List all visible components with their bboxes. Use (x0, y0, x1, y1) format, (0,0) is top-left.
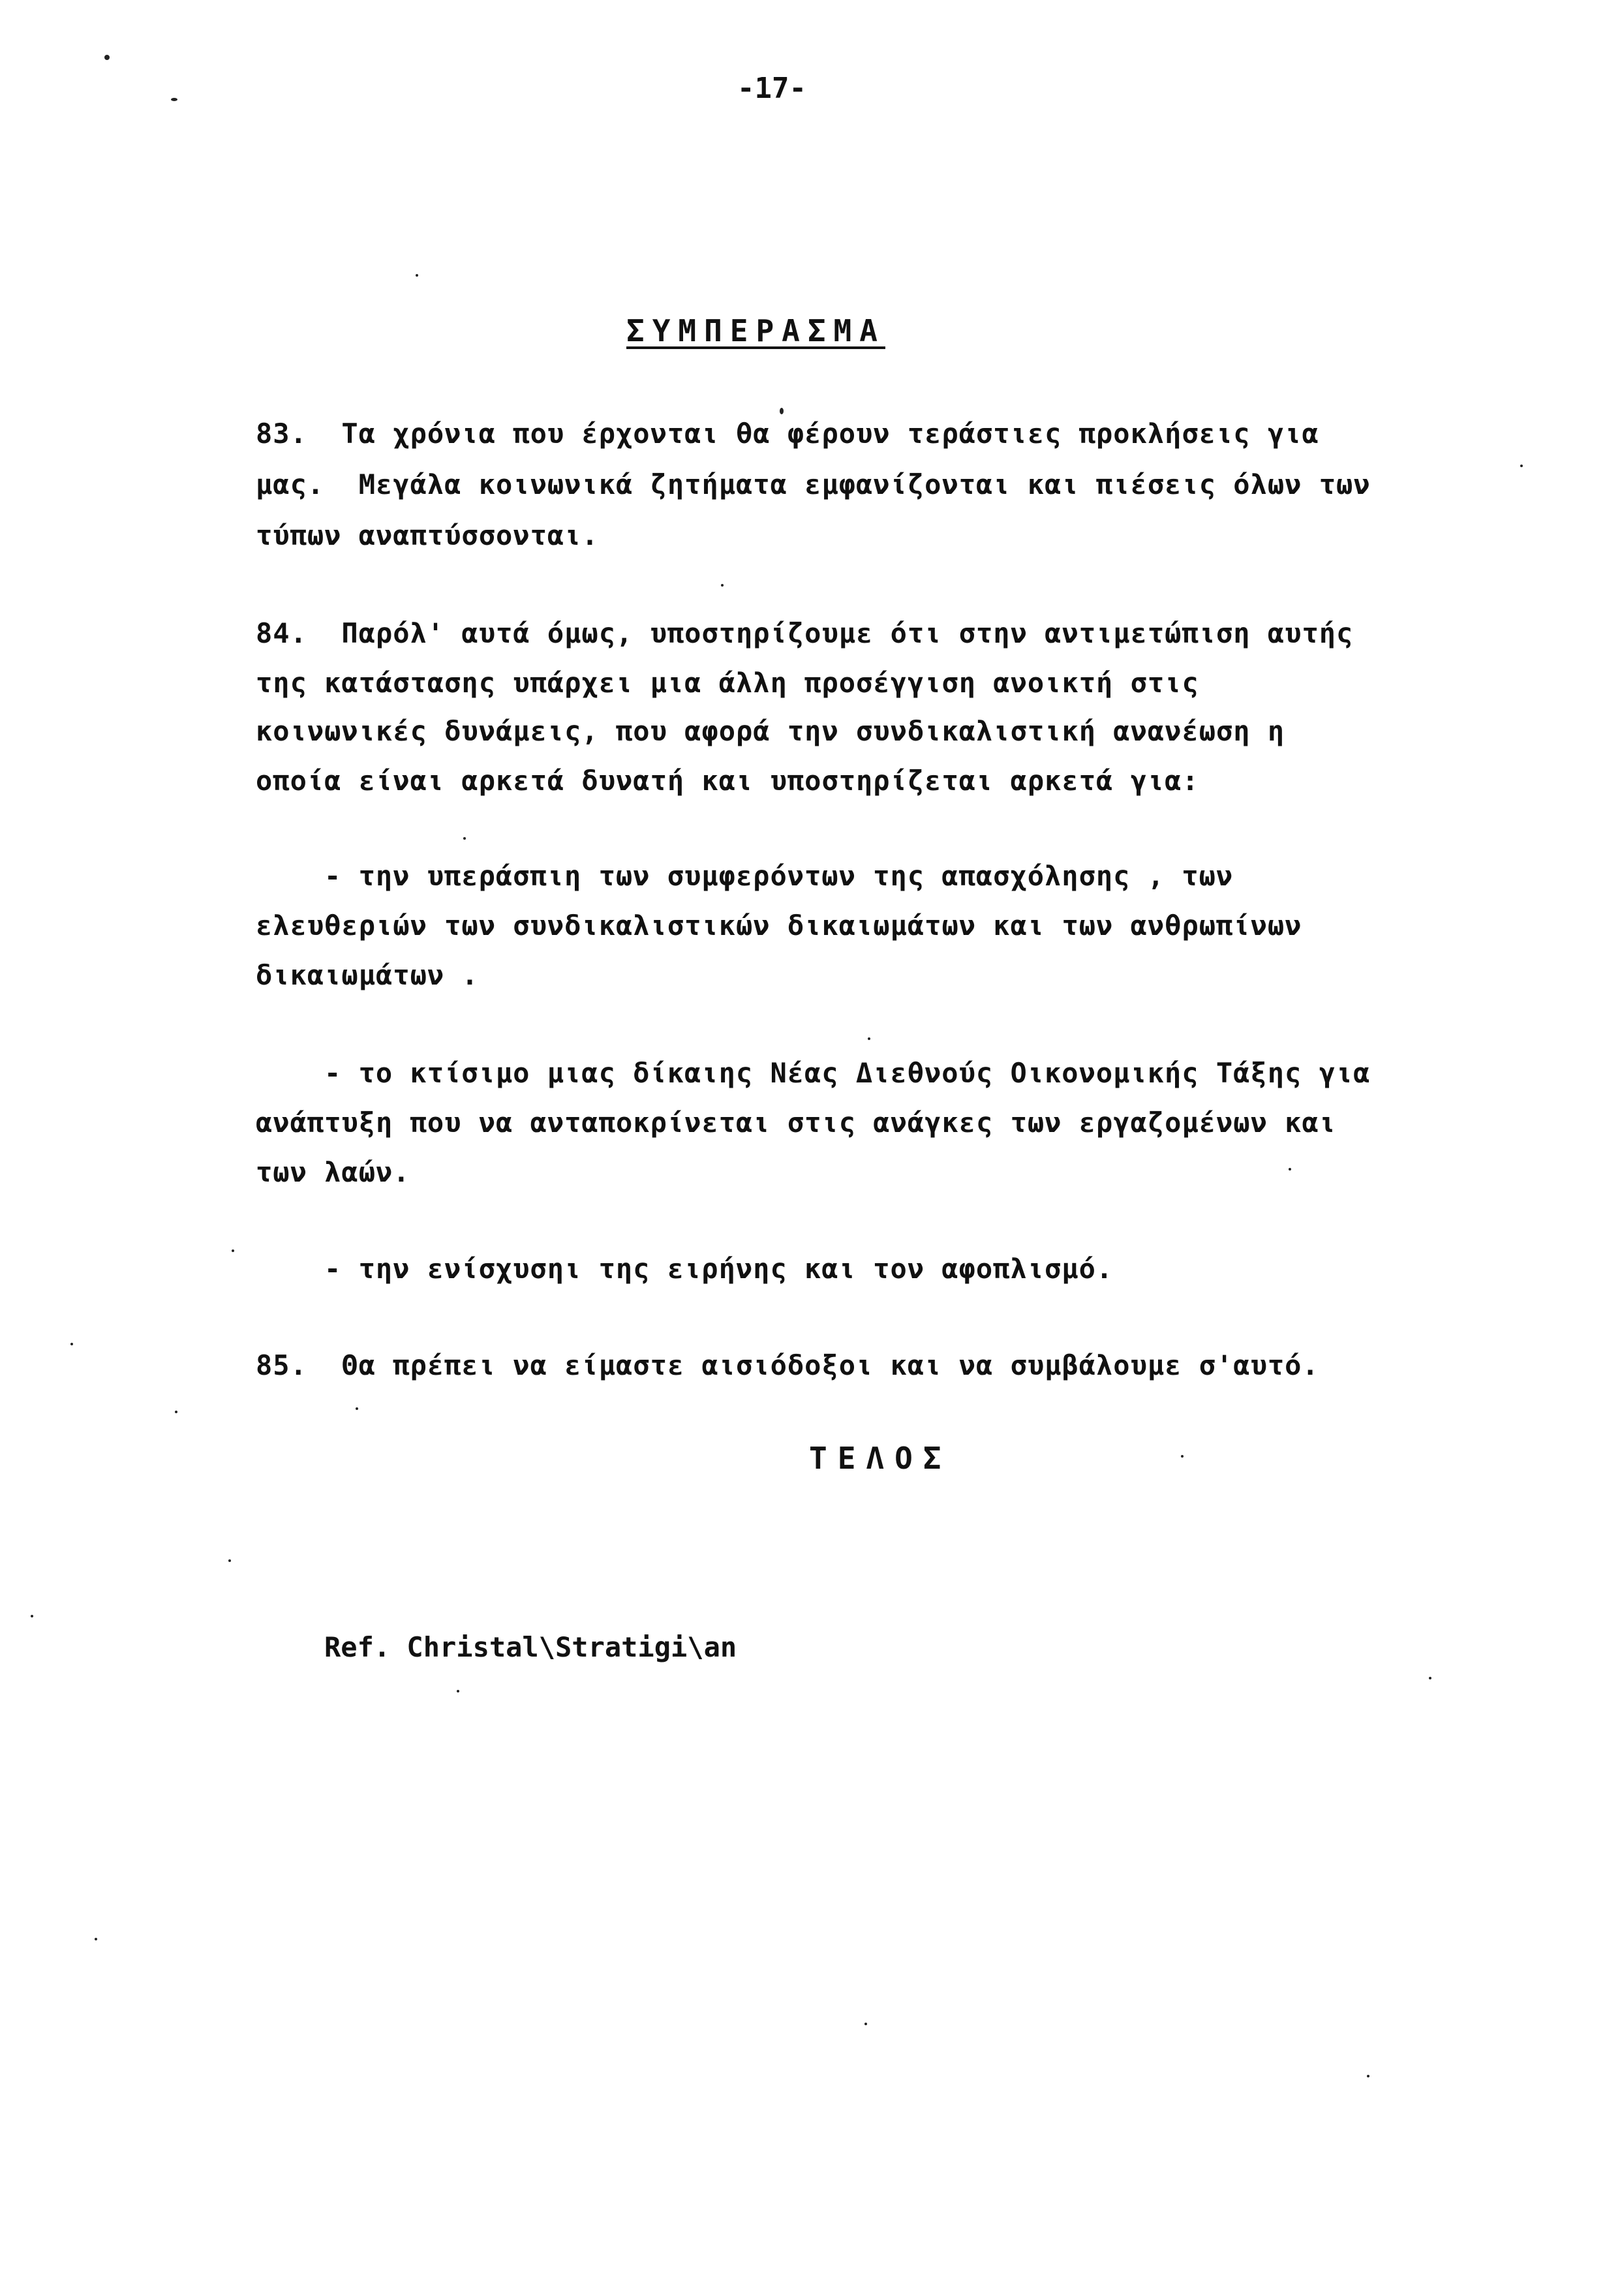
scan-speck (1289, 1168, 1291, 1171)
page-number: -17- (737, 72, 806, 105)
paragraph-line: της κατάστασης υπάρχει μια άλλη προσέγγιση ανοικτή στις (256, 667, 1199, 699)
scan-speck (864, 2023, 867, 2025)
bullet-line: - το κτίσιμο μιας δίκαιης Νέας Διεθνούς Οικονομικής Τάξης για (324, 1057, 1371, 1089)
bullet-line: δικαιωμάτων . (256, 959, 479, 991)
scan-speck (416, 274, 418, 277)
reference-line: Ref. Christal\Stratigi\an (324, 1631, 737, 1663)
paragraph-line: οποία είναι αρκετά δυνατή και υποστηρίζεται αρκετά για: (256, 765, 1199, 797)
bullet-line: ανάπτυξη που να ανταποκρίνεται στις ανάγκες των εργαζομένων και (256, 1107, 1337, 1139)
scan-speck (356, 1407, 358, 1410)
scan-speck (70, 1343, 73, 1345)
bullet-line: - την υπεράσπιη των συμφερόντων της απασχόλησης , των (324, 860, 1234, 892)
section-title: ΣΥΜΠΕΡΑΣΜΑ (626, 313, 885, 348)
bullet-line: ελευθεριών των συνδικαλιστικών δικαιωμάτων και των ανθρωπίνων (256, 910, 1302, 941)
scan-speck (1367, 2075, 1369, 2077)
scan-speck (171, 98, 177, 101)
scan-speck (232, 1249, 234, 1252)
paragraph-line: 83. Τα χρόνια που έρχονται θα φέρουν τεράστιες προκλήσεις για (256, 418, 1319, 450)
scan-speck (1181, 1455, 1184, 1458)
paragraph-line: κοινωνικές δυνάμεις, που αφορά την συνδικαλιστική ανανέωση η (256, 715, 1285, 747)
scan-speck (31, 1615, 33, 1617)
scan-speck (104, 55, 110, 60)
scan-speck (175, 1411, 177, 1413)
paragraph-line: τύπων αναπτύσσονται. (256, 519, 599, 551)
scan-speck (1520, 465, 1523, 467)
scan-speck (721, 584, 724, 587)
scan-speck (463, 837, 466, 840)
scan-speck (780, 408, 784, 414)
paragraph-line: 84. Παρόλ' αυτά όμως, υποστηρίζουμε ότι στην αντιμετώπιση αυτής (256, 617, 1354, 649)
scan-speck (1429, 1677, 1431, 1679)
paragraph-line: μας. Μεγάλα κοινωνικά ζητήματα εμφανίζονται και πιέσεις όλων των (256, 468, 1371, 500)
bullet-line: - την ενίσχυσηι της ειρήνης και τον αφοπλισμό. (324, 1253, 1114, 1285)
scan-speck (868, 1037, 870, 1040)
end-mark: ΤΕΛΟΣ (809, 1441, 952, 1476)
scan-speck (457, 1690, 459, 1692)
scan-speck (95, 1938, 97, 1940)
bullet-line: των λαών. (256, 1156, 410, 1188)
paragraph-line: 85. Θα πρέπει να είμαστε αισιόδοξοι και να συμβάλουμε σ'αυτό. (256, 1349, 1319, 1381)
scan-speck (228, 1559, 231, 1562)
